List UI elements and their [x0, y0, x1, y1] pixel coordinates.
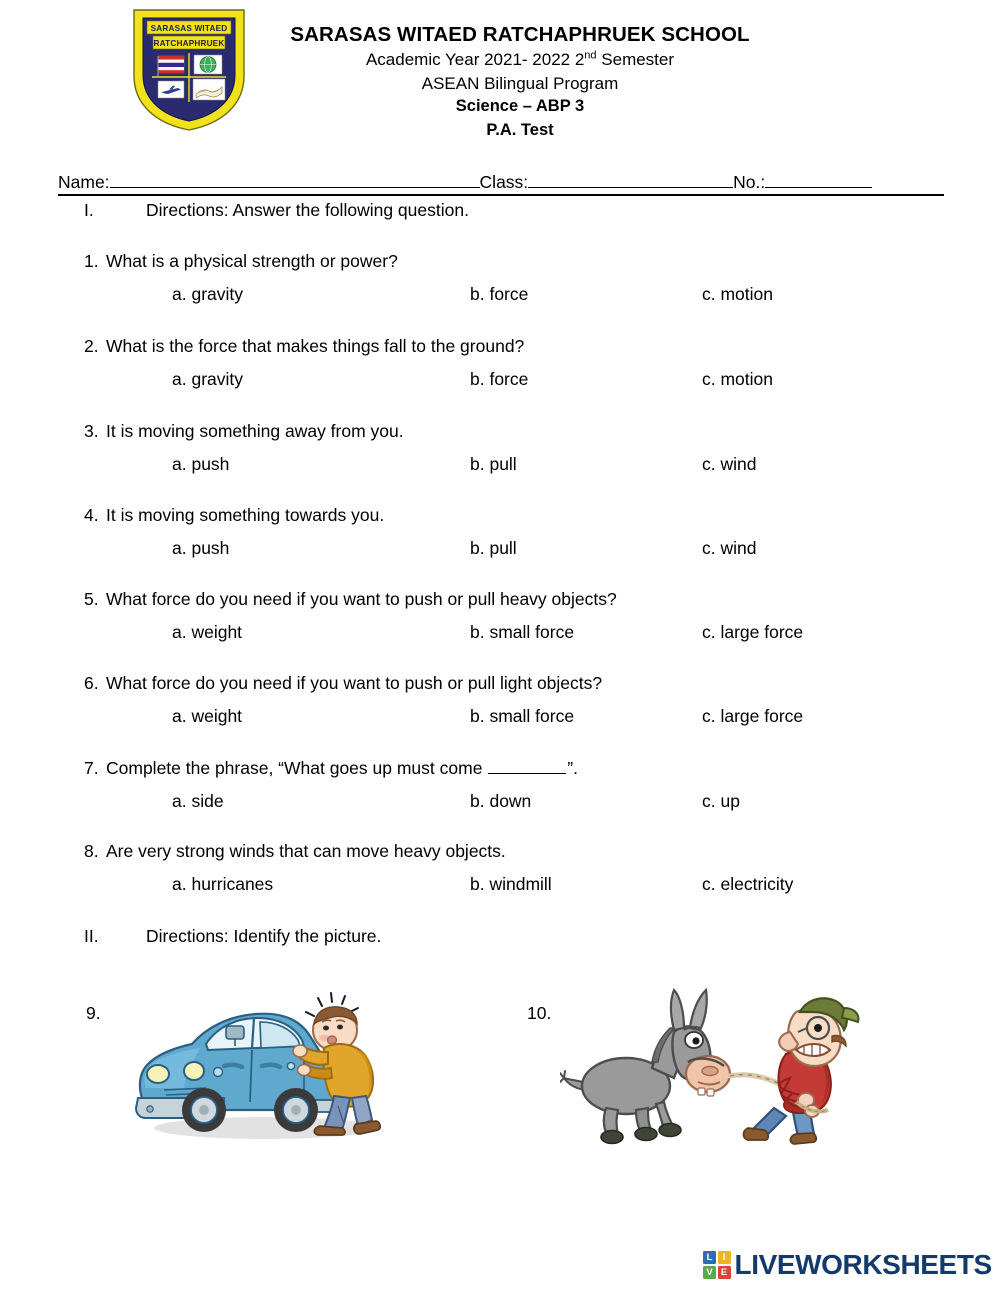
- no-input[interactable]: [765, 170, 872, 188]
- question-7-blank[interactable]: [488, 758, 566, 774]
- logo-tile-v: V: [703, 1266, 716, 1279]
- question-3-option-a[interactable]: a. push: [172, 453, 230, 474]
- question-8-option-b[interactable]: b. windmill: [470, 873, 552, 894]
- question-1-prompt: What is a physical strength or power?: [106, 251, 398, 271]
- question-5-option-b[interactable]: b. small force: [470, 621, 575, 642]
- question-1-options: [84, 284, 964, 312]
- question-2-prompt: What is the force that makes things fall to the ground?: [106, 336, 525, 356]
- question-3-options: [84, 454, 964, 482]
- question-6-prompt: What force do you need if you want to push or pull light objects?: [106, 673, 603, 693]
- question-4-option-c[interactable]: c. wind: [702, 537, 757, 558]
- academic-year-line: [250, 48, 790, 71]
- question-1-number: 1.: [84, 251, 99, 271]
- question-6: [84, 674, 964, 734]
- header-text-block: [250, 22, 790, 142]
- question-5: [84, 590, 964, 650]
- svg-text:SARASAS WITAED: SARASAS WITAED: [150, 24, 228, 33]
- subject-name: Science – ABP 3: [455, 97, 585, 116]
- question-5-text: [84, 590, 964, 610]
- section-i-roman: I.: [84, 200, 94, 220]
- question-3-option-c[interactable]: c. wind: [702, 453, 757, 474]
- school-name: SARASAS WITAED RATCHAPHRUEK SCHOOL: [290, 23, 750, 46]
- question-5-number: 5.: [84, 589, 99, 609]
- question-4-option-b[interactable]: b. pull: [470, 537, 517, 558]
- liveworksheets-tile-grid: [703, 1251, 731, 1279]
- name-label: Name:: [58, 172, 110, 192]
- man-pushing-car-image: [128, 978, 388, 1148]
- question-6-options: [84, 706, 964, 734]
- question-7-option-b[interactable]: b. down: [470, 790, 532, 811]
- page-header: [0, 0, 1000, 152]
- student-info-row: [58, 170, 944, 196]
- question-1-option-a[interactable]: a. gravity: [172, 283, 243, 304]
- question-2-option-c[interactable]: c. motion: [702, 368, 773, 389]
- question-8-number: 8.: [84, 841, 99, 861]
- question-4-option-a[interactable]: a. push: [172, 537, 230, 558]
- section-ii-directions: Directions: Identify the picture.: [146, 926, 382, 946]
- question-8: [84, 842, 964, 902]
- question-3-option-b[interactable]: b. pull: [470, 453, 517, 474]
- question-4-prompt: It is moving something towards you.: [106, 505, 385, 525]
- section-ii-roman: II.: [84, 926, 99, 946]
- liveworksheets-logo: [703, 1247, 992, 1283]
- question-4-options: [84, 538, 964, 566]
- question-5-option-c[interactable]: c. large force: [702, 621, 804, 642]
- question-2-options: [84, 369, 964, 397]
- question-7: [84, 758, 964, 819]
- question-7-options: [84, 791, 964, 819]
- logo-tile-e: E: [718, 1266, 731, 1279]
- man-pulling-donkey-image: [560, 978, 860, 1148]
- question-7-number: 7.: [84, 758, 99, 778]
- question-5-option-a[interactable]: a. weight: [172, 621, 243, 642]
- question-6-number: 6.: [84, 673, 99, 693]
- question-4-number: 4.: [84, 505, 99, 525]
- question-8-prompt: Are very strong winds that can move heavy objects.: [106, 841, 506, 861]
- question-6-option-a[interactable]: a. weight: [172, 705, 243, 726]
- question-3-number: 3.: [84, 421, 99, 441]
- question-8-options: [84, 874, 964, 902]
- question-5-options: [84, 622, 964, 650]
- question-2-option-a[interactable]: a. gravity: [172, 368, 243, 389]
- logo-tile-l: L: [703, 1251, 716, 1264]
- question-2-number: 2.: [84, 336, 99, 356]
- question-7-text: [84, 758, 964, 779]
- academic-year-ordinal-suffix: nd: [584, 49, 597, 62]
- question-8-text: [84, 842, 964, 862]
- question-2-option-b[interactable]: b. force: [470, 368, 529, 389]
- question-6-option-c[interactable]: c. large force: [702, 705, 804, 726]
- svg-text:RATCHAPHRUEK: RATCHAPHRUEK: [153, 39, 225, 48]
- question-7-prompt-before-blank: Complete the phrase, “What goes up must come: [106, 758, 488, 778]
- question-3: [84, 422, 964, 482]
- section-i-directions: Directions: Answer the following question.: [146, 200, 469, 220]
- question-8-option-c[interactable]: c. electricity: [702, 873, 794, 894]
- header-divider-rule: [58, 194, 944, 196]
- program-name: ASEAN Bilingual Program: [421, 73, 619, 93]
- school-crest-logo: [128, 6, 250, 132]
- question-7-option-a[interactable]: a. side: [172, 790, 224, 811]
- academic-year-suffix: Semester: [596, 50, 675, 70]
- liveworksheets-wordmark: LIVEWORKSHEETS: [734, 1249, 992, 1280]
- question-6-text: [84, 674, 964, 694]
- question-4: [84, 506, 964, 566]
- question-8-option-a[interactable]: a. hurricanes: [172, 873, 274, 894]
- section-ii-heading: [84, 926, 381, 947]
- question-5-prompt: What force do you need if you want to push or pull heavy objects?: [106, 589, 617, 609]
- question-6-option-b[interactable]: b. small force: [470, 705, 575, 726]
- test-name: P.A. Test: [486, 120, 554, 139]
- question-7-option-c[interactable]: c. up: [702, 790, 740, 811]
- logo-tile-i: I: [718, 1251, 731, 1264]
- question-1: [84, 252, 964, 312]
- academic-year-prefix: Academic Year 2021- 2022 2: [365, 50, 585, 70]
- class-label: Class:: [479, 172, 529, 192]
- question-1-text: [84, 252, 964, 272]
- section-i-heading: [84, 200, 469, 221]
- question-2: [84, 337, 964, 397]
- question-2-text: [84, 337, 964, 357]
- picture-item-9-number: 9.: [86, 1003, 101, 1023]
- name-input[interactable]: [110, 170, 480, 188]
- question-4-text: [84, 506, 964, 526]
- question-1-option-c[interactable]: c. motion: [702, 283, 773, 304]
- class-input[interactable]: [528, 170, 733, 188]
- question-3-text: [84, 422, 964, 442]
- question-7-prompt-after-blank: ”.: [567, 758, 578, 778]
- picture-item-10-number: 10.: [527, 1003, 552, 1023]
- question-3-prompt: It is moving something away from you.: [106, 421, 404, 441]
- no-label: No.:: [733, 172, 766, 192]
- question-1-option-b[interactable]: b. force: [470, 283, 529, 304]
